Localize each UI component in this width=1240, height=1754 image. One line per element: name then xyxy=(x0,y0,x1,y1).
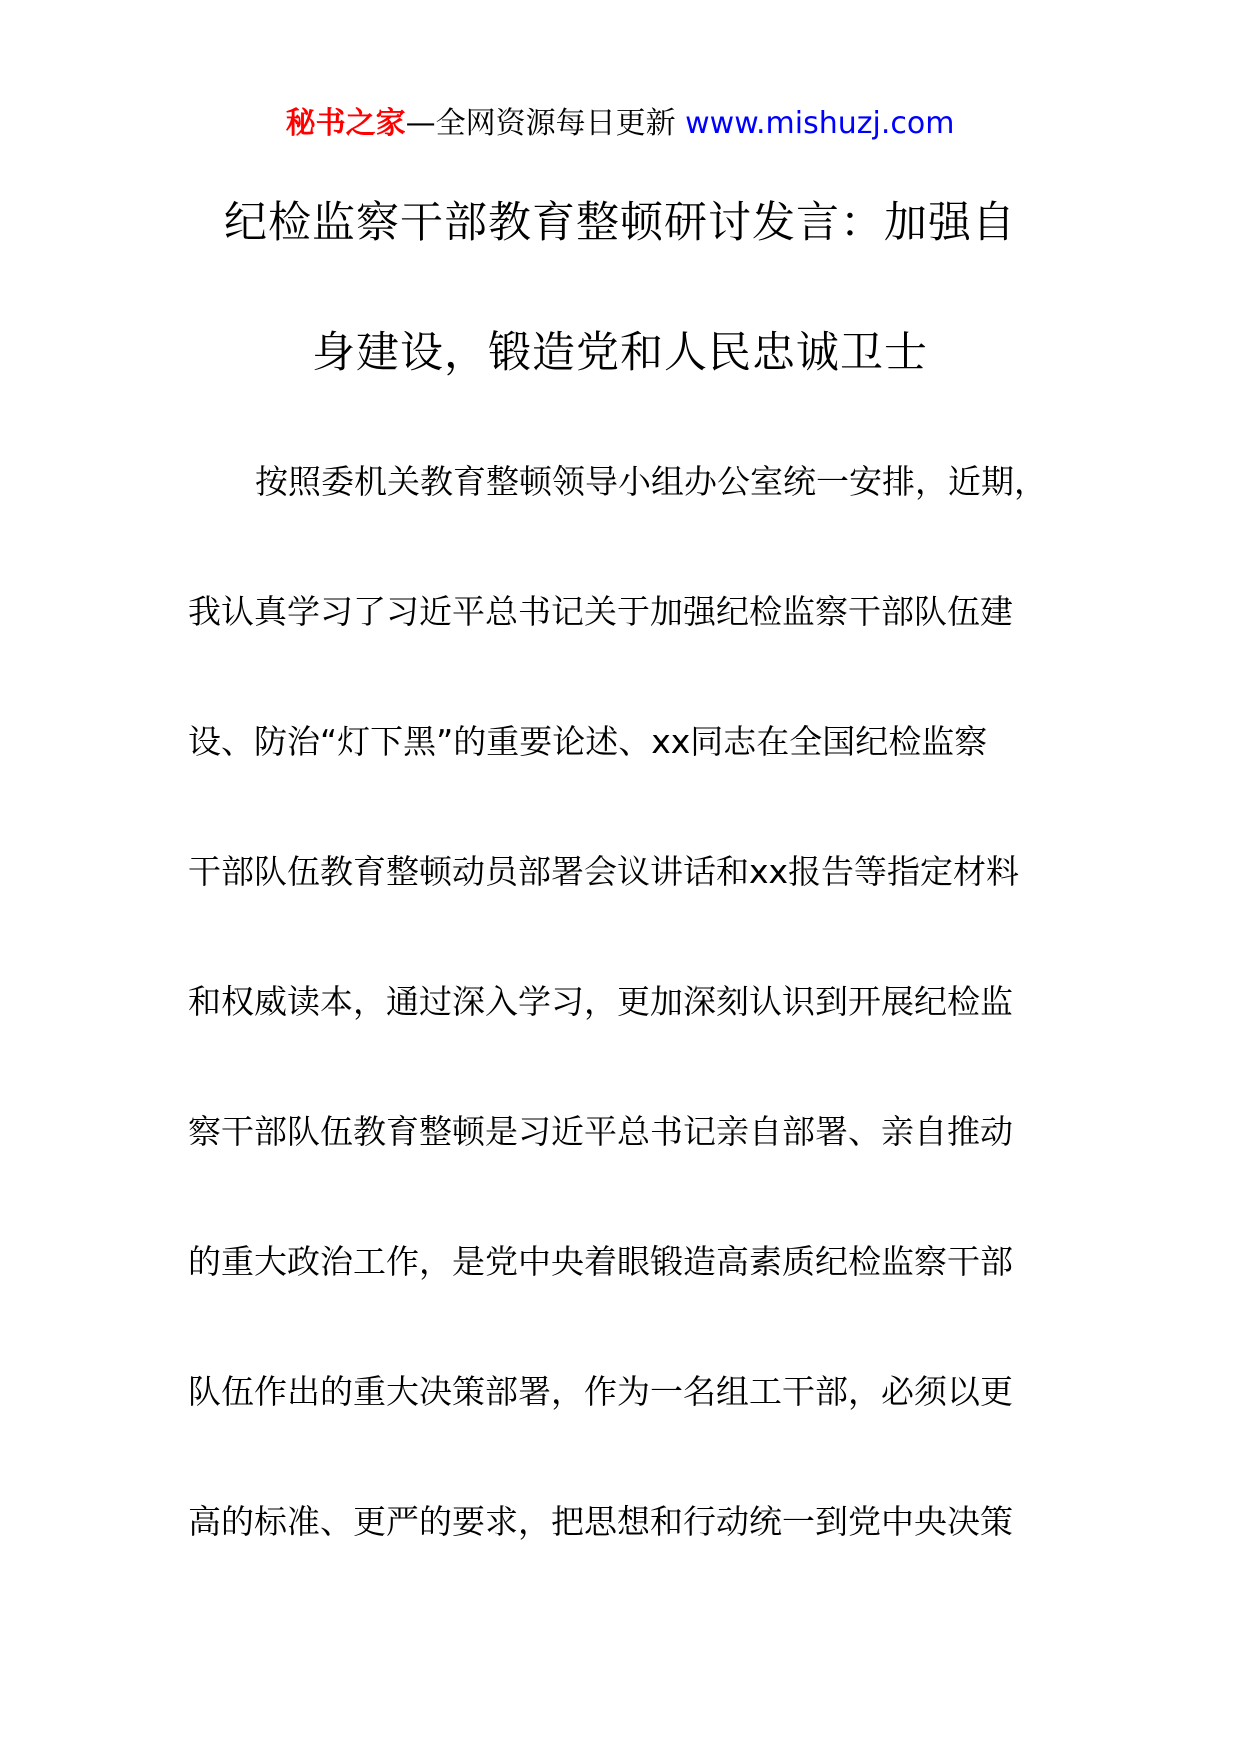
body-line: 干部队伍教育整顿动员部署会议讲话和xx报告等指定材料 xyxy=(188,852,1020,891)
body-line: 察干部队伍教育整顿是习近平总书记亲自部署、亲自推动 xyxy=(188,1112,1013,1151)
body-line: 按照委机关教育整顿领导小组办公室统一安排，近期， xyxy=(255,462,1047,501)
body-line: 设、防治“灯下黑”的重要论述、xx同志在全国纪检监察 xyxy=(188,722,988,761)
body-line: 队伍作出的重大决策部署，作为一名组工干部，必须以更 xyxy=(188,1372,1013,1411)
title-line: 身建设，锻造党和人民忠诚卫士 xyxy=(312,328,928,378)
body-line: 和权威读本，通过深入学习，更加深刻认识到开展纪检监 xyxy=(188,982,1013,1021)
body-line: 高的标准、更严的要求，把思想和行动统一到党中央决策 xyxy=(188,1502,1013,1541)
body-line: 我认真学习了习近平总书记关于加强纪检监察干部队伍建 xyxy=(188,592,1013,631)
site-url-link[interactable]: www.mishuzj.com xyxy=(685,106,955,141)
title-line: 纪检监察干部教育整顿研讨发言：加强自 xyxy=(224,198,1016,248)
document-title xyxy=(150,158,1090,418)
site-header xyxy=(0,102,1240,146)
body-line: 的重大政治工作，是党中央着眼锻造高素质纪检监察干部 xyxy=(188,1242,1013,1281)
document-body xyxy=(188,452,1068,1622)
site-tagline: —全网资源每日更新 xyxy=(405,106,686,141)
site-brand: 秘书之家 xyxy=(285,106,406,141)
